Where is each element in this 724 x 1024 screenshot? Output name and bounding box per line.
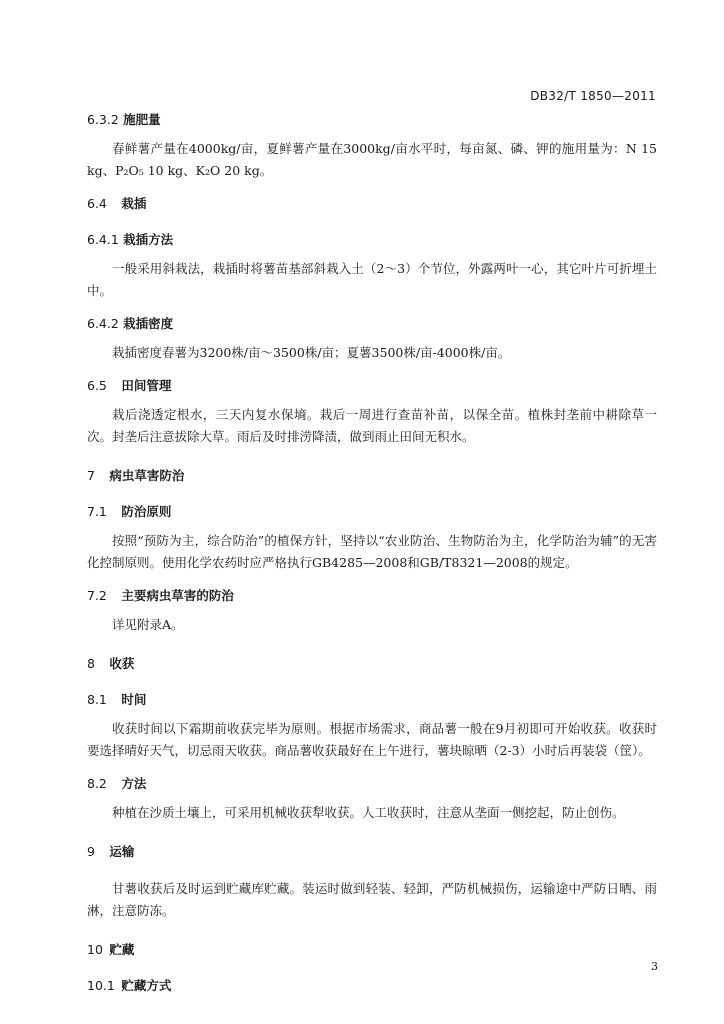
section-title: 贮藏: [109, 942, 135, 957]
heading-8: [87, 654, 657, 672]
section-number: 6.5: [87, 378, 107, 393]
section-title: 收获: [109, 656, 135, 671]
section-title: 防治原则: [121, 504, 172, 519]
section-number: 6.4.1: [87, 232, 119, 247]
heading-10: [87, 940, 657, 958]
section-number: 9: [87, 844, 95, 859]
section-number: 10.1: [87, 978, 115, 993]
paragraph-6-3-2: 春鲜薯产量在4000kg/亩，夏鲜薯产量在3000kg/亩水平时，每亩氮、磷、钾的施用量为：N 15 kg、P₂O₅ 10 kg、K₂O 20 kg。: [87, 141, 657, 178]
section-title: 贮藏方式: [121, 978, 172, 993]
section-number: 7.1: [87, 504, 107, 519]
section-title: 病虫草害防治: [109, 468, 185, 483]
heading-9: [87, 842, 657, 860]
section-title: 主要病虫草害的防治: [121, 588, 234, 603]
heading-7-2: [87, 586, 657, 604]
paragraph-6-4-1: 一般采用斜栽法，栽插时将薯苗基部斜栽入土（2～3）个节位，外露两叶一心，其它叶片可折埋土中。: [87, 261, 657, 298]
section-number: 8: [87, 656, 95, 671]
paragraph-9: 甘薯收获后及时运到贮藏库贮藏。装运时做到轻装、轻卸，严防机械损伤，运输途中严防日晒、雨淋，注意防冻。: [87, 881, 657, 918]
heading-8-1: [87, 690, 657, 708]
section-title: 施肥量: [123, 112, 161, 127]
heading-8-2: [87, 774, 657, 792]
section-number: 6.4.2: [87, 316, 119, 331]
heading-6-5: [87, 376, 657, 394]
paragraph-8-2: 种植在沙质土壤上，可采用机械收获犁收获。人工收获时，注意从垄面一侧挖起，防止创伤。: [112, 805, 625, 820]
heading-7-1: [87, 502, 657, 520]
section-number: 6.4: [87, 196, 107, 211]
section-title: 时间: [121, 692, 147, 707]
paragraph-7-2: 详见附录A。: [112, 617, 184, 632]
section-title: 栽插方法: [123, 232, 174, 247]
section-title: 田间管理: [121, 378, 172, 393]
document-content: [87, 110, 657, 994]
paragraph-6-5: 栽后浇透定根水，三天内复水保墒。栽后一周进行查苗补苗，以保全苗。植株封垄前中耕除草一次。封垄后注意拔除大草。雨后及时排涝降渍，做到雨止田间无积水。: [87, 407, 657, 444]
section-number: 10: [87, 942, 103, 957]
section-title: 方法: [121, 776, 147, 791]
heading-6-4-2: [87, 314, 657, 332]
heading-7: [87, 466, 657, 484]
document-code: DB32/T 1850—2011: [530, 89, 656, 103]
section-title: 栽插: [121, 196, 147, 211]
paragraph-6-4-2: 栽插密度春薯为3200株/亩～3500株/亩；夏薯3500株/亩-4000株/亩。: [112, 345, 511, 360]
section-number: 7: [87, 468, 95, 483]
section-number: 8.1: [87, 692, 107, 707]
paragraph-7-1: 按照“预防为主，综合防治”的植保方针，坚持以“农业防治、生物防治为主，化学防治为辅”的无害化控制原则。使用化学农药时应严格执行GB4285—2008和GB/T8321—2008的规定。: [87, 533, 657, 570]
heading-10-1: [87, 976, 657, 994]
section-title: 运输: [109, 844, 135, 859]
section-title: 栽插密度: [123, 316, 174, 331]
section-number: 8.2: [87, 776, 107, 791]
paragraph-8-1: 收获时间以下霜期前收获完毕为原则。根据市场需求，商品薯一般在9月初即可开始收获。收获时要选择晴好天气，切忌雨天收获。商品薯收获最好在上午进行，薯块晾晒（2-3）小时后再装袋（筐）。: [87, 721, 657, 758]
page-number: 3: [651, 960, 658, 973]
heading-6-4-1: [87, 230, 657, 248]
heading-6-3-2: [87, 110, 657, 128]
section-number: 7.2: [87, 588, 107, 603]
heading-6-4: [87, 194, 657, 212]
section-number: 6.3.2: [87, 112, 119, 127]
